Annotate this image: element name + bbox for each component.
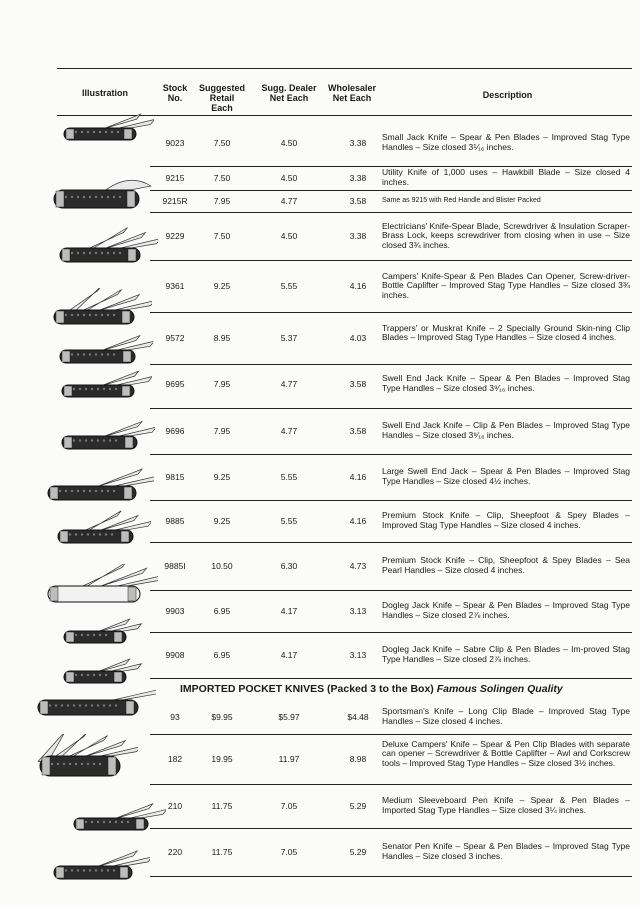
item-description: Same as 9215 with Red Handle and Blister Packed bbox=[382, 197, 541, 205]
header-illustration: Illustration bbox=[81, 88, 128, 98]
retail-price: 9.25 bbox=[213, 281, 231, 291]
stock-number: 9229 bbox=[165, 231, 185, 241]
retail-price: 7.95 bbox=[213, 379, 231, 389]
dealer-price: 5.55 bbox=[280, 516, 298, 526]
dealer-price: 7.05 bbox=[280, 801, 298, 811]
wholesaler-price: 3.38 bbox=[349, 138, 367, 148]
row-rule bbox=[150, 260, 632, 261]
dealer-price: 4.50 bbox=[280, 173, 298, 183]
row-rule bbox=[150, 500, 632, 501]
retail-price: 7.50 bbox=[213, 173, 231, 183]
knife-bolster bbox=[62, 249, 70, 261]
stock-number: 182 bbox=[167, 754, 183, 764]
item-description: Premium Stock Knife – Clip, Sheepfoot & Spey Blades – Improved Stag Type Handles – Size closed 4 inches. bbox=[382, 510, 630, 530]
retail-price: 6.95 bbox=[213, 650, 231, 660]
knife-handle bbox=[48, 486, 136, 500]
item-description: Dogleg Jack Knife – Spear & Pen Blades – Improved Stag Type Handles – Size closed 2⅞ inches. bbox=[382, 600, 630, 620]
knife-illustration bbox=[46, 464, 154, 512]
item-description: Premium Stock Knife – Clip, Sheepfoot & Spey Blades – Sea Pearl Handles – Size closed 4 inches. bbox=[382, 555, 630, 575]
knife-handle bbox=[48, 586, 140, 602]
knife-bolster bbox=[124, 487, 132, 499]
dealer-price: 5.37 bbox=[280, 333, 298, 343]
dealer-price: 4.77 bbox=[280, 196, 298, 206]
retail-price: 7.95 bbox=[213, 426, 231, 436]
row-rule bbox=[150, 408, 632, 409]
retail-price: 7.95 bbox=[213, 196, 231, 206]
row-rule bbox=[150, 542, 632, 543]
knife-bolster bbox=[108, 757, 116, 775]
dealer-price: 5.55 bbox=[280, 281, 298, 291]
wholesaler-price: 4.16 bbox=[349, 472, 367, 482]
knife-bolster bbox=[76, 819, 84, 829]
knife-bolster bbox=[128, 587, 136, 601]
retail-price: 6.95 bbox=[213, 606, 231, 616]
row-rule bbox=[150, 590, 632, 591]
knife-bolster bbox=[60, 531, 68, 542]
knife-bolster bbox=[114, 632, 122, 642]
wholesaler-price: 3.13 bbox=[349, 650, 367, 660]
retail-price: 9.25 bbox=[213, 516, 231, 526]
wholesaler-price: 4.03 bbox=[349, 333, 367, 343]
retail-price: 11.75 bbox=[211, 847, 233, 857]
knife-bolster bbox=[56, 191, 64, 207]
item-description: Swell End Jack Knife – Spear & Pen Blades – Improved Stag Type Handles – Size closed 3⁹⁄₁₆ inches. bbox=[382, 373, 630, 393]
wholesaler-price: 4.73 bbox=[349, 561, 367, 571]
row-rule bbox=[150, 876, 632, 877]
row-rule bbox=[150, 364, 632, 365]
knife-bolster bbox=[40, 701, 48, 714]
row-rule bbox=[150, 454, 632, 455]
knife-illustration bbox=[62, 106, 154, 152]
knife-bolster bbox=[121, 531, 129, 542]
knife-handle bbox=[38, 700, 138, 715]
stock-number: 9023 bbox=[165, 138, 185, 148]
header-wholesaler: Wholesaler Net Each bbox=[327, 83, 376, 103]
row-rule bbox=[150, 212, 632, 213]
wholesaler-price: $4.48 bbox=[347, 712, 369, 722]
section-subtitle: Famous Solingen Quality bbox=[436, 683, 563, 695]
knife-illustration bbox=[60, 363, 152, 409]
item-description: Medium Sleeveboard Pen Knife – Spear & Pen Blades – Imported Stag Type Handles – Size closed 3¼ inches. bbox=[382, 795, 630, 815]
retail-price: $9.95 bbox=[211, 712, 233, 722]
row-rule bbox=[150, 190, 632, 191]
wholesaler-price: 3.58 bbox=[349, 426, 367, 436]
dealer-price: 4.77 bbox=[280, 426, 298, 436]
row-rule bbox=[150, 678, 632, 679]
knife-illustration bbox=[36, 678, 156, 727]
knife-illustration bbox=[60, 414, 155, 461]
item-description: Deluxe Campers' Knife – Spear & Pen Clip Blades with separate can opener – Screwdriver & Bottle Caplifter – Awl and Corkscrew tools – Improved Stag Type Handles – Size closed 3½ inches. bbox=[382, 738, 630, 768]
item-description: Dogleg Jack Knife – Sabre Clip & Pen Blades – Im-proved Stag Type Handles – Size closed 2⅞ inches. bbox=[382, 644, 630, 664]
knife-bolster bbox=[122, 311, 130, 323]
knife-bolster bbox=[126, 701, 134, 714]
stock-number: 220 bbox=[167, 847, 183, 857]
item-description: Electricians' Knife-Spear Blade, Screwdriver & Insulation Scraper-Brass Lock, keeps screwdriver from closing when in use – Size closed 3¾ inches. bbox=[382, 220, 630, 250]
wholesaler-price: 3.58 bbox=[349, 196, 367, 206]
wholesaler-price: 5.29 bbox=[349, 801, 367, 811]
retail-price: 19.95 bbox=[211, 754, 233, 764]
knife-illustration bbox=[52, 844, 150, 891]
wholesaler-price: 8.98 bbox=[349, 754, 367, 764]
dealer-price: 6.30 bbox=[280, 561, 298, 571]
row-rule bbox=[150, 632, 632, 633]
knife-bolster bbox=[64, 437, 72, 448]
knife-bolster bbox=[50, 487, 58, 499]
wholesaler-price: 3.58 bbox=[349, 379, 367, 389]
stock-number: 9908 bbox=[165, 650, 185, 660]
header-stock: Stock No. bbox=[162, 83, 188, 103]
dealer-price: 4.17 bbox=[280, 650, 298, 660]
item-description: Small Jack Knife – Spear & Pen Blades – Improved Stag Type Handles – Size closed 3⅟₁₆ inches. bbox=[382, 132, 630, 152]
dealer-price: 4.50 bbox=[280, 231, 298, 241]
item-description: Senator Pen Knife – Spear & Pen Blades – Improved Stag Type Handles – Size closed 3 inches. bbox=[382, 841, 630, 861]
stock-number: 9815 bbox=[165, 472, 185, 482]
wholesaler-price: 3.38 bbox=[349, 173, 367, 183]
header-retail: Suggested Retail Each bbox=[198, 83, 245, 113]
knife-illustration bbox=[56, 508, 151, 555]
dealer-price: 7.05 bbox=[280, 847, 298, 857]
stock-number: 93 bbox=[170, 712, 180, 722]
stock-number: 210 bbox=[167, 801, 183, 811]
retail-price: 11.75 bbox=[211, 801, 233, 811]
stock-number: 9903 bbox=[165, 606, 185, 616]
dealer-price: 4.77 bbox=[280, 379, 298, 389]
wholesaler-price: 4.16 bbox=[349, 516, 367, 526]
header-description: Description bbox=[482, 90, 533, 100]
stock-number: 9885 bbox=[165, 516, 185, 526]
knife-bolster bbox=[56, 867, 64, 878]
retail-price: 7.50 bbox=[213, 138, 231, 148]
retail-price: 10.50 bbox=[211, 561, 233, 571]
wholesaler-price: 4.16 bbox=[349, 281, 367, 291]
stock-number: 9572 bbox=[165, 333, 185, 343]
knife-bolster bbox=[127, 191, 135, 207]
item-description: Sportsman's Knife – Long Clip Blade – Improved Stag Type Handles – Size closed 4 inches. bbox=[382, 706, 630, 726]
wholesaler-price: 3.13 bbox=[349, 606, 367, 616]
knife-bolster bbox=[66, 129, 74, 139]
row-rule bbox=[150, 784, 632, 785]
knife-handle bbox=[54, 190, 139, 208]
knife-bolster bbox=[128, 249, 136, 261]
knife-bolster bbox=[56, 311, 64, 323]
knife-illustration bbox=[46, 564, 158, 614]
table-top-rule bbox=[57, 68, 632, 69]
item-description: Campers' Knife-Spear & Pen Blades Can Opener, Screw-driver-Bottle Caplifter – Improved Stag Type Handles – Size closed 3¾ inches. bbox=[382, 270, 630, 300]
knife-bolster bbox=[50, 587, 58, 601]
stock-number: 9361 bbox=[165, 281, 185, 291]
header-dealer: Sugg. Dealer Net Each bbox=[261, 83, 317, 103]
knife-bolster bbox=[42, 757, 50, 775]
dealer-price: $5.97 bbox=[278, 712, 300, 722]
knife-illustration bbox=[52, 168, 157, 220]
stock-number: 9215R bbox=[162, 196, 188, 206]
knife-bolster bbox=[123, 351, 131, 362]
knife-bolster bbox=[120, 867, 128, 878]
item-description: Large Swell End Jack – Spear & Pen Blades – Improved Stag Type Handles – Size closed 4½ inches. bbox=[382, 466, 630, 486]
knife-bolster bbox=[124, 129, 132, 139]
section-title: IMPORTED POCKET KNIVES (Packed 3 to the Box) Famous Solingen Quality bbox=[180, 683, 563, 695]
item-description: Utility Knife of 1,000 uses – Hawkbill Blade – Size closed 4 inches. bbox=[382, 167, 630, 187]
knife-bolster bbox=[66, 632, 74, 642]
knife-bolster bbox=[62, 351, 70, 362]
knife-illustration bbox=[72, 796, 166, 842]
item-description: Trappers' or Muskrat Knife – 2 Specially Ground Skin-ning Clip Blades – Improved Stag Type Handles – Size closed 4 inches. bbox=[382, 322, 630, 343]
item-description: Swell End Jack Knife – Clip & Pen Blades – Improved Stag Type Handles – Size closed 3⁹⁄₁₆ inches. bbox=[382, 420, 630, 440]
knife-bolster bbox=[122, 386, 130, 396]
stock-number: 9215 bbox=[165, 173, 185, 183]
wholesaler-price: 5.29 bbox=[349, 847, 367, 857]
stock-number: 9696 bbox=[165, 426, 185, 436]
row-rule bbox=[150, 734, 632, 735]
knife-bolster bbox=[125, 437, 133, 448]
dealer-price: 4.17 bbox=[280, 606, 298, 616]
retail-price: 9.25 bbox=[213, 472, 231, 482]
retail-price: 7.50 bbox=[213, 231, 231, 241]
stock-number: 9695 bbox=[165, 379, 185, 389]
row-rule bbox=[150, 828, 632, 829]
wholesaler-price: 3.38 bbox=[349, 231, 367, 241]
knife-bolster bbox=[136, 819, 144, 829]
knife-illustration bbox=[38, 734, 138, 788]
knife-illustration bbox=[58, 226, 158, 274]
stock-number: 9885I bbox=[164, 561, 186, 571]
dealer-price: 5.55 bbox=[280, 472, 298, 482]
dealer-price: 4.50 bbox=[280, 138, 298, 148]
retail-price: 8.95 bbox=[213, 333, 231, 343]
row-rule bbox=[150, 312, 632, 313]
dealer-price: 11.97 bbox=[278, 754, 300, 764]
knife-bolster bbox=[64, 386, 72, 396]
